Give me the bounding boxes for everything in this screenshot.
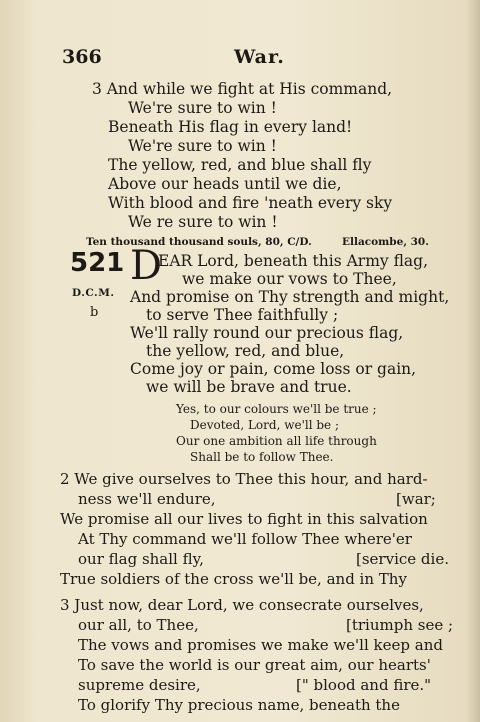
verse-line: The yellow, red, and blue shall fly: [108, 156, 372, 174]
verse-line: the yellow, red, and blue,: [146, 342, 345, 360]
hymn-key: b: [90, 305, 99, 320]
hymn-meter: D.C.M.: [72, 287, 115, 299]
page-edge-shadow: [466, 0, 480, 722]
section-title: War.: [234, 46, 285, 68]
verse-line: we make our vows to Thee,: [182, 270, 397, 288]
verse-line-bracket: [service die.: [356, 550, 449, 568]
page-header: [62, 46, 418, 70]
verse-line: 2 We give ourselves to Thee this hour, and hard-: [60, 470, 428, 488]
verse-line-bracket: [" blood and fire.": [296, 676, 432, 694]
verse-line: We promise all our lives to fight in this salvation: [60, 510, 428, 528]
verse-line: ness we'll endure,: [78, 490, 216, 508]
verse-line: And promise on Thy strength and might,: [130, 288, 450, 306]
verse-line: supreme desire,: [78, 676, 201, 694]
verse-line: With blood and fire 'neath every sky: [108, 194, 393, 212]
verse-line: our flag shall fly,: [78, 550, 204, 568]
first-line-reference: Ten thousand thousand souls, 80, C/D.: [86, 236, 312, 248]
verse-line: to serve Thee faithfully ;: [146, 306, 339, 324]
verse-line: To glorify Thy precious name, beneath the: [78, 696, 400, 714]
tune-name: Ellacombe, 30.: [342, 236, 429, 248]
page-number: 366: [62, 46, 102, 68]
verse-line: EAR Lord, beneath this Army flag,: [158, 252, 429, 270]
verse-line: We're sure to win !: [128, 99, 277, 117]
verse-line: True soldiers of the cross we'll be, and in Thy: [60, 570, 407, 588]
verse-line: We'll rally round our precious flag,: [130, 324, 404, 342]
verse-line: At Thy command we'll follow Thee where'er: [78, 530, 412, 548]
verse-line: our all, to Thee,: [78, 616, 199, 634]
verse-line: The vows and promises we make we'll keep and: [78, 636, 443, 654]
hymn-number: 521: [70, 248, 125, 278]
verse-line: Come joy or pain, come loss or gain,: [130, 360, 417, 378]
verse-line: We re sure to win !: [128, 213, 278, 231]
verse-line: Above our heads until we die,: [108, 175, 342, 193]
verse-line: Beneath His flag in every land!: [108, 118, 353, 136]
verse-line: we will be brave and true.: [146, 378, 352, 396]
chorus-line: Shall be to follow Thee.: [190, 450, 334, 464]
chorus-line: Our one ambition all life through: [176, 434, 377, 448]
chorus-line: Yes, to our colours we'll be true ;: [176, 402, 377, 416]
verse-line: 3 And while we fight at His command,: [92, 80, 393, 98]
chorus-line: Devoted, Lord, we'll be ;: [190, 418, 340, 432]
verse-line: To save the world is our great aim, our hearts': [78, 656, 431, 674]
verse-line: 3 Just now, dear Lord, we consecrate ourselves,: [60, 596, 424, 614]
verse-line-bracket: [war;: [396, 490, 436, 508]
drop-cap: D: [130, 243, 163, 289]
verse-line: We're sure to win !: [128, 137, 277, 155]
verse-line-bracket: [triumph see ;: [346, 616, 454, 634]
